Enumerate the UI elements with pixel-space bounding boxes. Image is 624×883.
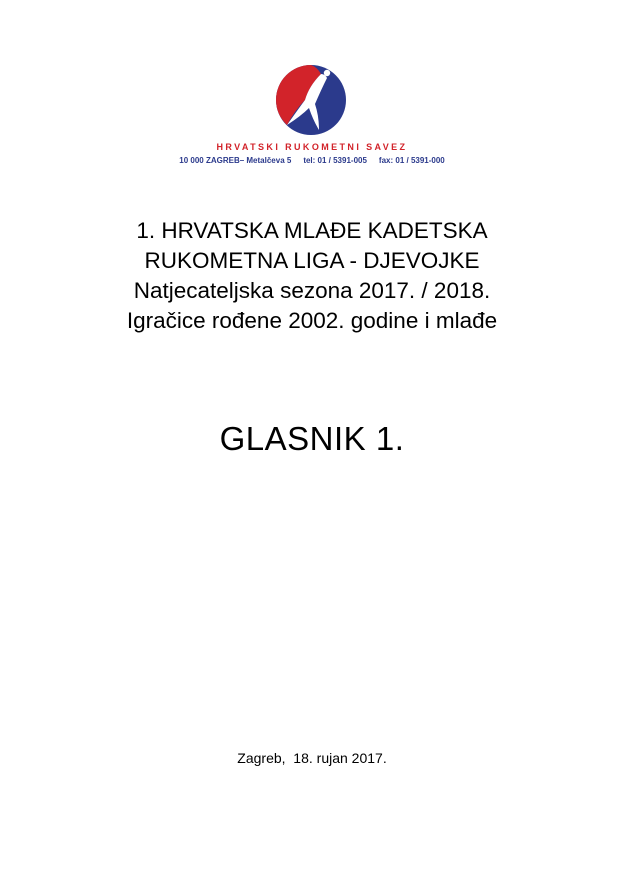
handball-federation-logo-icon: [275, 64, 347, 136]
document-title: [0, 216, 624, 336]
title-line-3: Natjecateljska sezona 2017. / 2018.: [133, 278, 491, 303]
address-text: 10 000 ZAGREB– Metalčeva 5: [179, 156, 292, 165]
organization-name: HRVATSKI RUKOMETNI SAVEZ: [216, 142, 408, 152]
title-line-1: 1. HRVATSKA MLAĐE KADETSKA: [136, 218, 488, 243]
fax-text: fax: 01 / 5391-000: [378, 156, 445, 165]
phone-text: tel: 01 / 5391-005: [303, 156, 367, 165]
title-line-4: Igračice rođene 2002. godine i mlađe: [126, 308, 498, 333]
document-date: Zagreb, 18. rujan 2017.: [237, 750, 387, 766]
contact-line: [0, 156, 624, 165]
title-line-2: RUKOMETNA LIGA - DJEVOJKE: [144, 248, 480, 273]
bulletin-heading: GLASNIK 1.: [219, 420, 405, 457]
